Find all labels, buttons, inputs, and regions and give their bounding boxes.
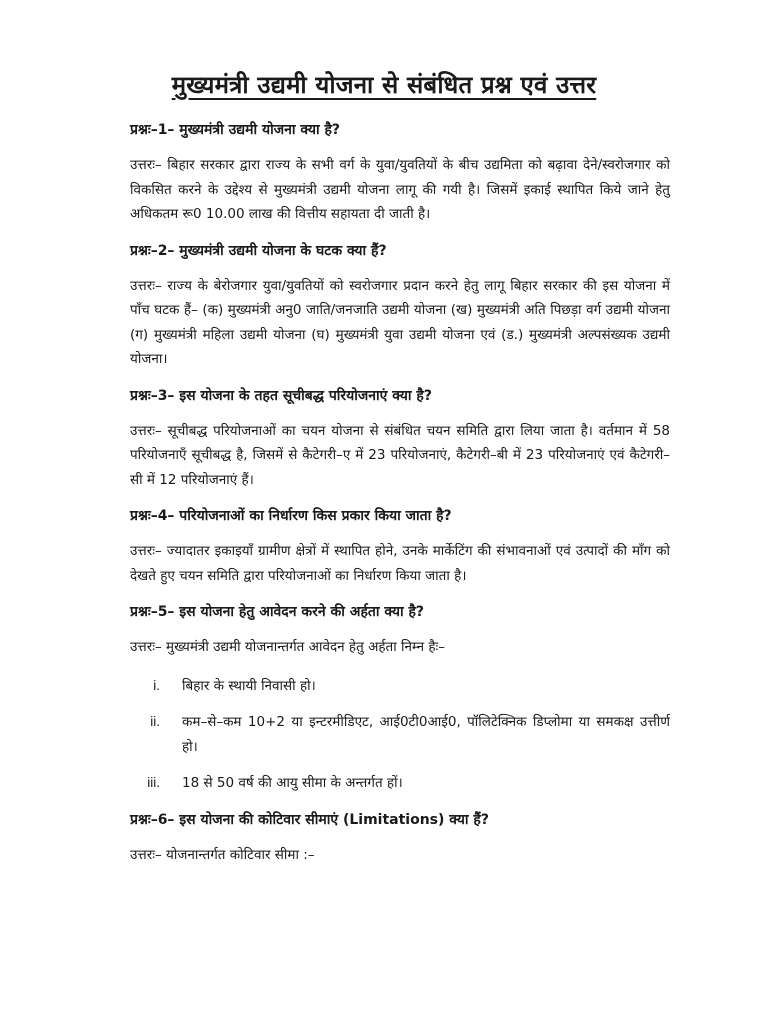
qa-section-6: [130, 810, 670, 868]
answer-3: उत्तरः– सूचीबद्ध परियोजनाओं का चयन योजना से संबंधित चयन समिति द्वारा लिया जाता है। वर्तमान में 58 परियोजनाएँ सूचीबद्ध है, जिसमें से कैटेगरी–ए में 23 परियोजनाएं, कैटेगरी–बी में 23 परियोजनाएं एवं कैटेगरी–सी में 12 परियोजनाएं हैं।: [130, 422, 670, 488]
answer-1: उत्तरः– बिहार सरकार द्वारा राज्य के सभी वर्ग के युवा/युवतियों के बीच उद्यमिता को बढ़ावा देने/स्वरोजगार को विकसित करने के उद्देश्य से मुख्यमंत्री उद्यमी योजना लागू की गयी है। जिसमें इकाई स्थापित किये जाने हेतु अधिकतम रू0 10.00 लाख की वित्तीय सहायता दी जाती है।: [130, 157, 670, 222]
answer-4: उत्तरः– ज्यादातर इकाइयाँ ग्रामीण क्षेत्रों में स्थापित होने, उनके मार्केटिंग की संभावनाओं एवं उत्पादों की माँग को देखते हुए चयन समिति द्वारा परियोजनाओं का निर्धारण किया जाता है।: [130, 543, 670, 584]
answer-2: उत्तरः– राज्य के बेरोजगार युवा/युवतियों को स्वरोजगार प्रदान करने हेतु लागू बिहार सरकार की इस योजना में पाँच घटक हैं– (क) मुख्यमंत्री अनु0 जाति/जनजाति उद्यमी योजना (ख) मुख्यमंत्री अति पिछड़ा वर्ग उद्यमी योजना (ग) मुख्यमंत्री महिला उद्यमी योजना (घ) मुख्यमंत्री युवा उद्यमी योजना एवं (ड.) मुख्यमंत्री अल्पसंख्यक उद्यमी योजना।: [130, 277, 670, 367]
list-item-text: बिहार के स्थायी निवासी हो।: [182, 677, 316, 694]
question-2: प्रश्नः–2– मुख्यमंत्री उद्यमी योजना के घटक क्या हैं?: [130, 242, 387, 259]
list-item-number: ii.: [150, 714, 160, 729]
list-item: [130, 710, 670, 759]
qa-section-4: [130, 506, 670, 588]
qa-section-1: [130, 120, 670, 227]
qa-section-2: [130, 241, 670, 372]
document-title: मुख्यमंत्री उद्यमी योजना से संबंधित प्रश्न एवं उत्तर: [171, 71, 597, 99]
qa-section-3: [130, 386, 670, 493]
question-1: प्रश्नः–1– मुख्यमंत्री उद्यमी योजना क्या है?: [130, 122, 341, 138]
question-4: प्रश्नः–4– परियोजनाओं का निर्धारण किस प्रकार किया जाता है?: [130, 508, 452, 524]
list-item-number: i.: [153, 677, 160, 693]
list-item-text: कम–से–कम 10+2 या इन्टरमीडिएट, आई0टी0आई0, पॉलिटेक्निक डिप्लोमा या समकक्ष उत्तीर्ण हो।: [182, 714, 670, 755]
list-item-number: iii.: [147, 775, 160, 790]
list-item: [130, 674, 670, 699]
document-body: [130, 120, 670, 881]
question-3: प्रश्नः–3– इस योजना के तहत सूचीबद्ध परियोजनाएं क्या है?: [130, 387, 432, 404]
qa-section-5: [130, 602, 670, 796]
list-item: [130, 771, 670, 796]
answer-6: उत्तरः– योजनान्तर्गत कोटिवार सीमा :–: [130, 846, 315, 863]
eligibility-list: [130, 674, 670, 796]
answer-5: उत्तरः– मुख्यमंत्री उद्यमी योजनान्तर्गत आवेदन हेतु अर्हता निम्न हैः–: [130, 639, 446, 655]
question-5: प्रश्नः–5– इस योजना हेतु आवेदन करने की अर्हता क्या है?: [130, 604, 425, 620]
list-item-text: 18 से 50 वर्ष की आयु सीमा के अन्तर्गत हों।: [182, 775, 403, 791]
question-6: प्रश्नः–6– इस योजना की कोटिवार सीमाएं (Limitations) क्या हैं?: [130, 811, 489, 828]
